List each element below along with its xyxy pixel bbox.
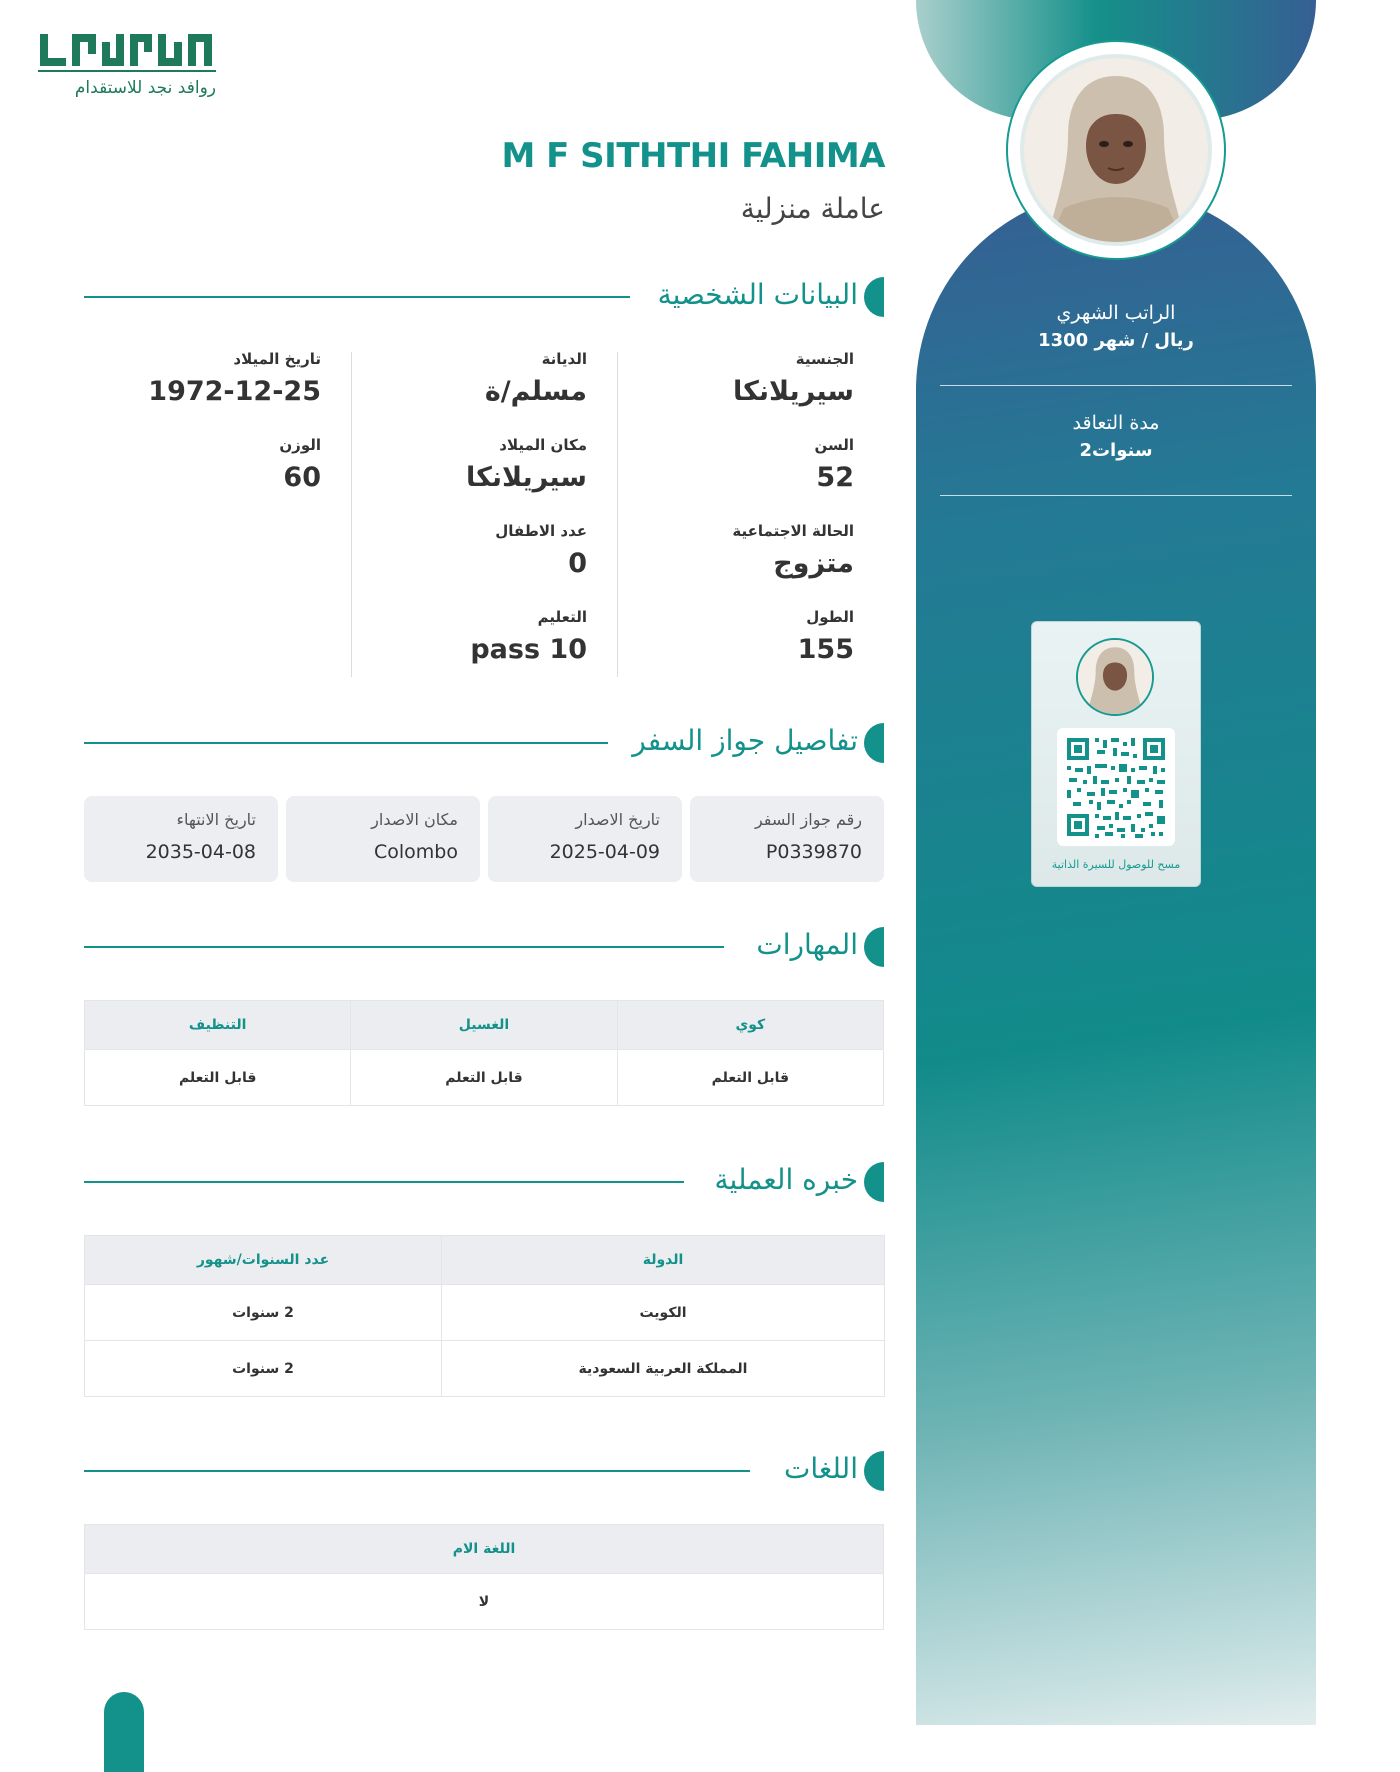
table-row xyxy=(85,1285,885,1341)
passport-expiry-card xyxy=(84,796,278,882)
experience-table xyxy=(84,1235,885,1397)
passport-field-label: تاريخ الانتهاء xyxy=(176,810,256,829)
profile-photo xyxy=(1020,54,1212,246)
qr-code[interactable] xyxy=(1057,728,1175,846)
birthdate-value: 1972-12-25 xyxy=(148,376,321,407)
table-cell: قابل التعلم xyxy=(85,1050,351,1106)
contract-label: مدة التعاقد xyxy=(1072,412,1160,434)
passport-field-value: Colombo xyxy=(374,841,458,863)
qr-card-avatar xyxy=(1076,638,1154,716)
birthdate-label: تاريخ الميلاد xyxy=(233,350,321,368)
section-title-experience: خبره العملية xyxy=(714,1163,858,1196)
children-label: عدد الاطفال xyxy=(495,522,587,540)
birthplace-label: مكان الميلاد xyxy=(499,436,587,454)
height-label: الطول xyxy=(806,608,854,626)
table-header-cell: اللغة الام xyxy=(85,1525,884,1574)
height-value: 155 xyxy=(797,634,854,665)
marital-label: الحالة الاجتماعية xyxy=(732,522,854,540)
children-value: 0 xyxy=(568,548,587,579)
religion-label: الديانة xyxy=(541,350,587,368)
column-divider xyxy=(617,352,618,677)
weight-value: 60 xyxy=(283,462,321,493)
column-divider xyxy=(351,352,352,677)
candidate-role: عاملة منزلية xyxy=(740,192,885,225)
marital-value: متزوج xyxy=(773,548,854,579)
table-row xyxy=(85,1050,884,1106)
qr-code-icon xyxy=(1057,728,1175,846)
sidebar-divider xyxy=(940,495,1292,496)
qr-avatar-image xyxy=(1078,640,1152,714)
decorative-pill xyxy=(104,1692,144,1772)
contract-value: 2سنوات xyxy=(1079,440,1153,461)
table-cell: الكويت xyxy=(442,1285,885,1341)
age-value: 52 xyxy=(816,462,854,493)
age-label: السن xyxy=(814,436,854,454)
section-line xyxy=(84,1470,750,1472)
company-logo xyxy=(38,28,216,104)
section-bullet xyxy=(864,1451,884,1491)
sidebar-divider xyxy=(940,385,1292,386)
passport-field-label: رقم جواز السفر xyxy=(754,810,862,829)
skills-table xyxy=(84,1000,884,1106)
salary-value: 1300 ريال / شهر xyxy=(1038,330,1194,351)
profile-photo-frame xyxy=(1006,40,1226,260)
religion-value: مسلم/ة xyxy=(484,376,587,407)
personal-column-2 xyxy=(339,350,587,694)
passport-issue-date-card xyxy=(488,796,682,882)
personal-column-3 xyxy=(73,350,321,522)
section-bullet xyxy=(864,723,884,763)
salary-label: الراتب الشهري xyxy=(1056,302,1176,324)
table-header-row xyxy=(85,1236,885,1285)
qr-card[interactable] xyxy=(1031,621,1201,887)
table-header-cell: الغسيل xyxy=(351,1001,617,1050)
section-title-languages: اللغات xyxy=(784,1452,858,1485)
table-cell: لا xyxy=(85,1574,884,1630)
profile-photo-image xyxy=(1024,58,1208,242)
table-row xyxy=(85,1341,885,1397)
candidate-name: M F SITHTHI FAHIMA xyxy=(501,136,885,176)
section-title-passport: تفاصيل جواز السفر xyxy=(632,724,858,757)
table-cell: المملكة العربية السعودية xyxy=(442,1341,885,1397)
section-bullet xyxy=(864,277,884,317)
passport-field-label: تاريخ الاصدار xyxy=(575,810,660,829)
passport-issue-place-card xyxy=(286,796,480,882)
table-header-cell: التنظيف xyxy=(85,1001,351,1050)
birthplace-value: سيريلانكا xyxy=(466,462,587,493)
section-line xyxy=(84,742,608,744)
passport-number-card xyxy=(690,796,884,882)
section-line xyxy=(84,1181,684,1183)
table-header-row xyxy=(85,1525,884,1574)
section-bullet xyxy=(864,927,884,967)
nationality-value: سيريلانكا xyxy=(733,376,854,407)
section-line xyxy=(84,296,630,298)
contract-block xyxy=(940,412,1292,461)
table-header-cell: الدولة xyxy=(442,1236,885,1285)
table-cell: 2 سنوات xyxy=(85,1341,442,1397)
nationality-label: الجنسية xyxy=(795,350,854,368)
section-line xyxy=(84,946,724,948)
section-title-personal: البيانات الشخصية xyxy=(657,278,858,311)
logo-subtitle: روافد نجد للاستقدام xyxy=(74,78,216,98)
qr-caption: مسح للوصول للسيرة الذاتية xyxy=(1051,858,1181,871)
education-value: pass 10 xyxy=(470,634,587,665)
table-cell: قابل التعلم xyxy=(617,1050,883,1106)
table-header-cell: عدد السنوات/شهور xyxy=(85,1236,442,1285)
logo-mark-icon xyxy=(38,28,216,74)
passport-field-value: P0339870 xyxy=(765,841,862,863)
weight-label: الوزن xyxy=(279,436,321,454)
table-cell: قابل التعلم xyxy=(351,1050,617,1106)
section-bullet xyxy=(864,1162,884,1202)
languages-table xyxy=(84,1524,884,1630)
education-label: التعليم xyxy=(537,608,587,626)
passport-field-value: 2035-04-08 xyxy=(145,841,256,863)
table-header-row xyxy=(85,1001,884,1050)
table-row xyxy=(85,1574,884,1630)
personal-column-1 xyxy=(606,350,854,694)
passport-field-value: 2025-04-09 xyxy=(549,841,660,863)
table-cell: 2 سنوات xyxy=(85,1285,442,1341)
section-title-skills: المهارات xyxy=(756,928,858,961)
salary-block xyxy=(940,302,1292,351)
table-header-cell: كوي xyxy=(617,1001,883,1050)
passport-field-label: مكان الاصدار xyxy=(371,810,458,829)
